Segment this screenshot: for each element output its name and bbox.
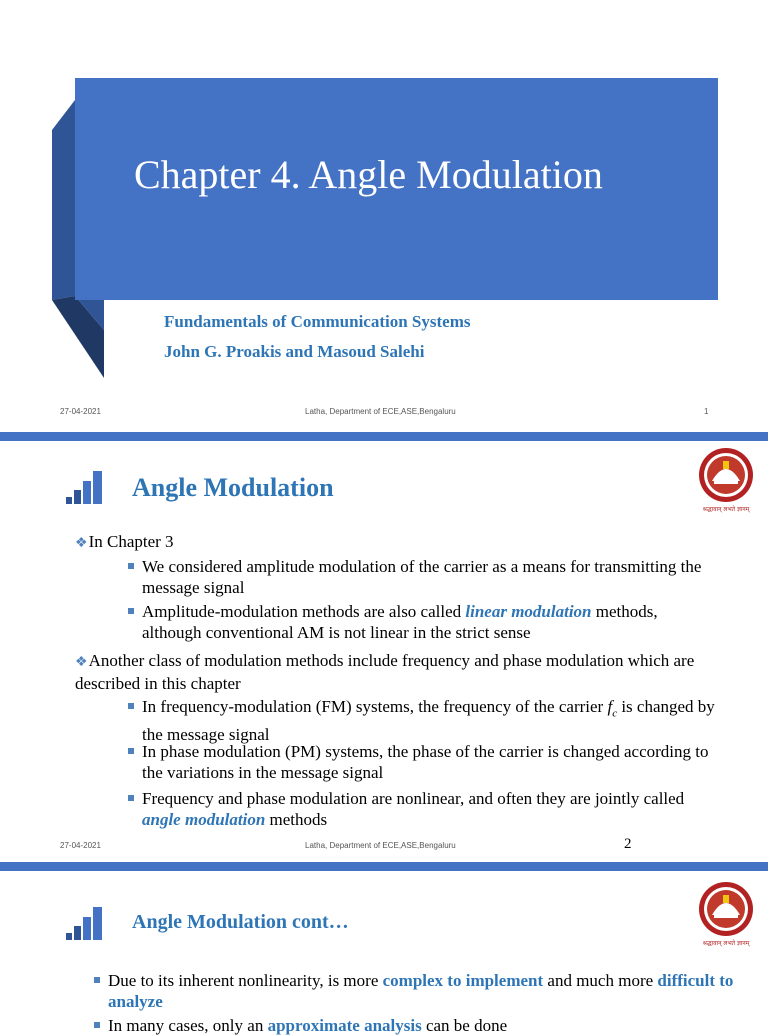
bullet-sub-2: Amplitude-modulation methods are also called linear modulation methods, although conventional AM is not linear in the strict sense: [128, 601, 718, 643]
slide-1: Chapter 4. Angle Modulation Fundamentals of Communication Systems John G. Proakis and Masoud Salehi 27-04-2021 Latha, Department of ECE,ASE,Bengaluru 1: [0, 0, 768, 432]
bullet-sub-1: Due to its inherent nonlinearity, is more complex to implement and much more difficult to analyze: [94, 970, 734, 1012]
slide-heading: Angle Modulation: [132, 473, 334, 502]
slide-2: [0, 441, 768, 862]
footer-page: 2: [624, 836, 632, 852]
bar-chart-icon: [66, 905, 106, 941]
angle-modulation-term: angle modulation: [142, 810, 266, 829]
university-logo-icon: [690, 881, 762, 947]
bullet-main-2: ❖Another class of modulation methods include frequency and phase modulation which are described in this chapter: [75, 651, 695, 693]
bullet-sub-3: In frequency-modulation (FM) systems, the frequency of the carrier $f_c$ is changed by the message signal: [128, 696, 718, 745]
slide-separator: [0, 862, 768, 871]
bullet-sub-2: In many cases, only an approximate analysis can be done: [94, 1015, 734, 1036]
footer-date: 27-04-2021: [60, 841, 101, 850]
bullet-sub-5: Frequency and phase modulation are nonlinear, and often they are jointly called angle modulation methods: [128, 788, 718, 830]
university-logo-icon: [690, 447, 762, 513]
book-subtitle: Fundamentals of Communication Systems: [164, 312, 471, 331]
authors-subtitle: John G. Proakis and Masoud Salehi: [164, 342, 425, 361]
bar-chart-icon: [66, 469, 106, 505]
bullet-main-1: ❖In Chapter 3: [75, 532, 174, 551]
bullet-sub-4: In phase modulation (PM) systems, the phase of the carrier is changed according to the variations in the message signal: [128, 741, 718, 783]
footer-center: Latha, Department of ECE,ASE,Bengaluru: [305, 407, 456, 416]
footer-center: Latha, Department of ECE,ASE,Bengaluru: [305, 841, 456, 850]
footer-date: 27-04-2021: [60, 407, 101, 416]
linear-modulation-term: linear modulation: [465, 602, 592, 621]
slide-heading: Angle Modulation cont…: [132, 911, 349, 933]
slide-separator: [0, 432, 768, 441]
svg-text:श्रद्धावान् लभते ज्ञानम्: श्रद्धावान् लभते ज्ञानम्: [702, 940, 750, 947]
footer-page: 1: [704, 407, 709, 416]
svg-text:श्रद्धावान् लभते ज्ञानम्: श्रद्धावान् लभते ज्ञानम्: [702, 506, 750, 513]
bullet-sub-1: We considered amplitude modulation of the carrier as a means for transmitting the message signal: [128, 556, 718, 598]
slide-3: [0, 871, 768, 1035]
